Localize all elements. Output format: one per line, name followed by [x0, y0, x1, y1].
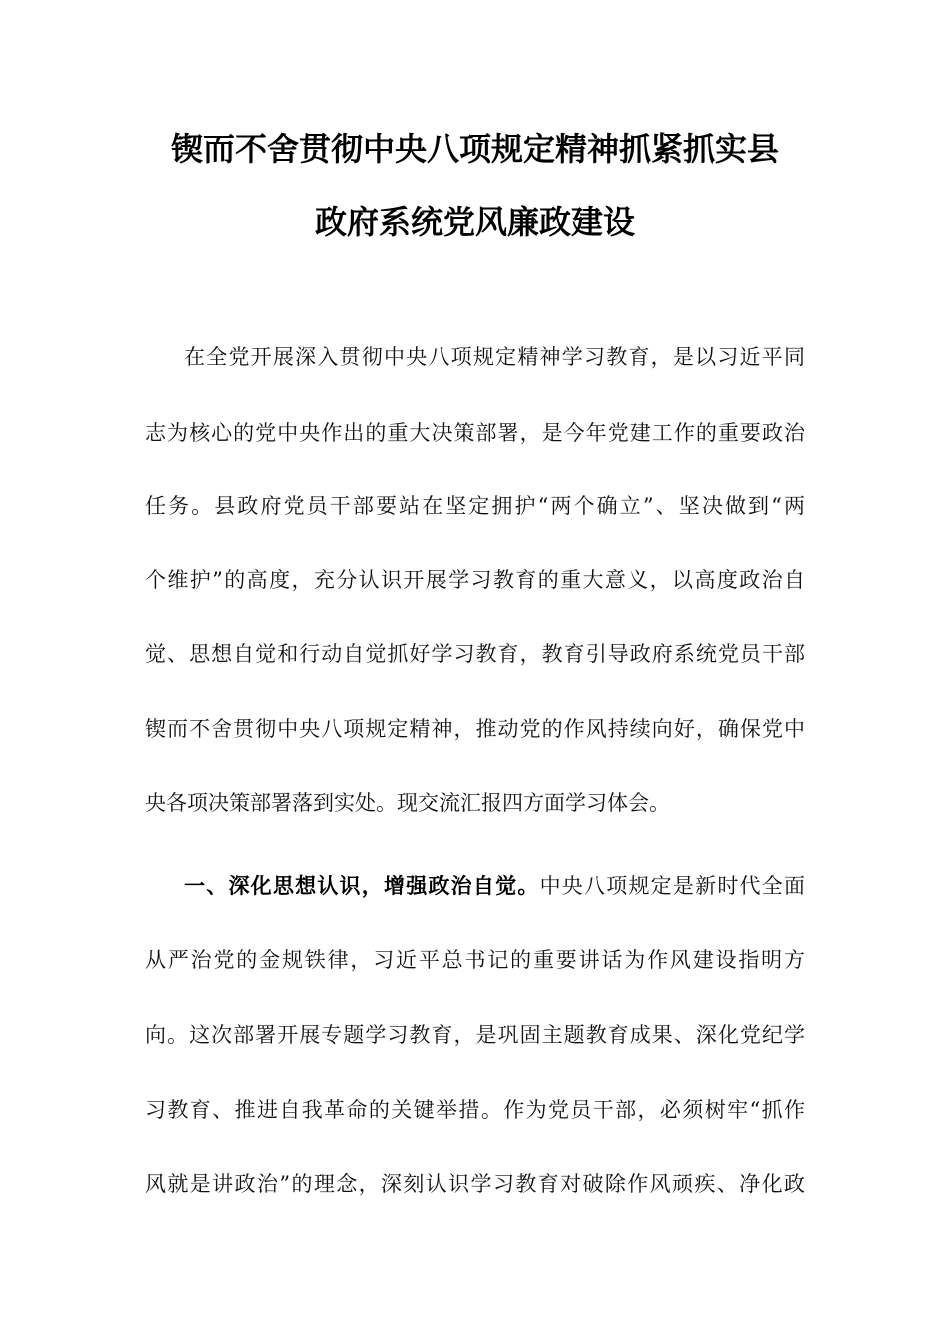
paragraph-1-line-3: 任务。县政府党员干部要站在坚定拥护“两个确立”、坚决做到“两: [145, 494, 805, 518]
paragraph-2-line-2: 从严治党的金规铁律，习近平总书记的重要讲话为作风建设指明方: [145, 948, 805, 972]
paragraph-2-line-3: 向。这次部署开展专题学习教育，是巩固主题教育成果、深化党纪学: [145, 1023, 805, 1047]
paragraph-2-line-1: [184, 871, 805, 901]
paragraph-1-line-5: 觉、思想自觉和行动自觉抓好学习教育，教育引导政府系统党员干部: [145, 642, 805, 666]
paragraph-1-line-7: 央各项决策部署落到实处。现交流汇报四方面学习体会。: [145, 791, 670, 815]
paragraph-1-line-2: 志为核心的党中央作出的重大决策部署，是今年党建工作的重要政治: [145, 421, 805, 445]
document-title-line-2: 政府系统党风廉政建设: [314, 203, 635, 241]
document-title-line-1: 锲而不舍贯彻中央八项规定精神抓紧抓实县: [170, 130, 779, 168]
paragraph-1-line-1: 在全党开展深入贯彻中央八项规定精神学习教育，是以习近平同: [184, 345, 805, 369]
paragraph-2-line-4: 习教育、推进自我革命的关键举措。作为党员干部，必须树牢“抓作: [145, 1098, 805, 1122]
section-heading: 一、深化思想认识，增强政治自觉。: [184, 874, 540, 898]
paragraph-1-line-4: 个维护”的高度，充分认识开展学习教育的重大意义，以高度政治自: [145, 568, 805, 592]
paragraph-1-line-6: 锲而不舍贯彻中央八项规定精神，推动党的作风持续向好，确保党中: [145, 717, 805, 741]
paragraph-2-line-1-text: 中央八项规定是新时代全面: [539, 874, 806, 898]
paragraph-2-line-5: 风就是讲政治”的理念，深刻认识学习教育对破除作风顽疾、净化政: [145, 1172, 805, 1196]
